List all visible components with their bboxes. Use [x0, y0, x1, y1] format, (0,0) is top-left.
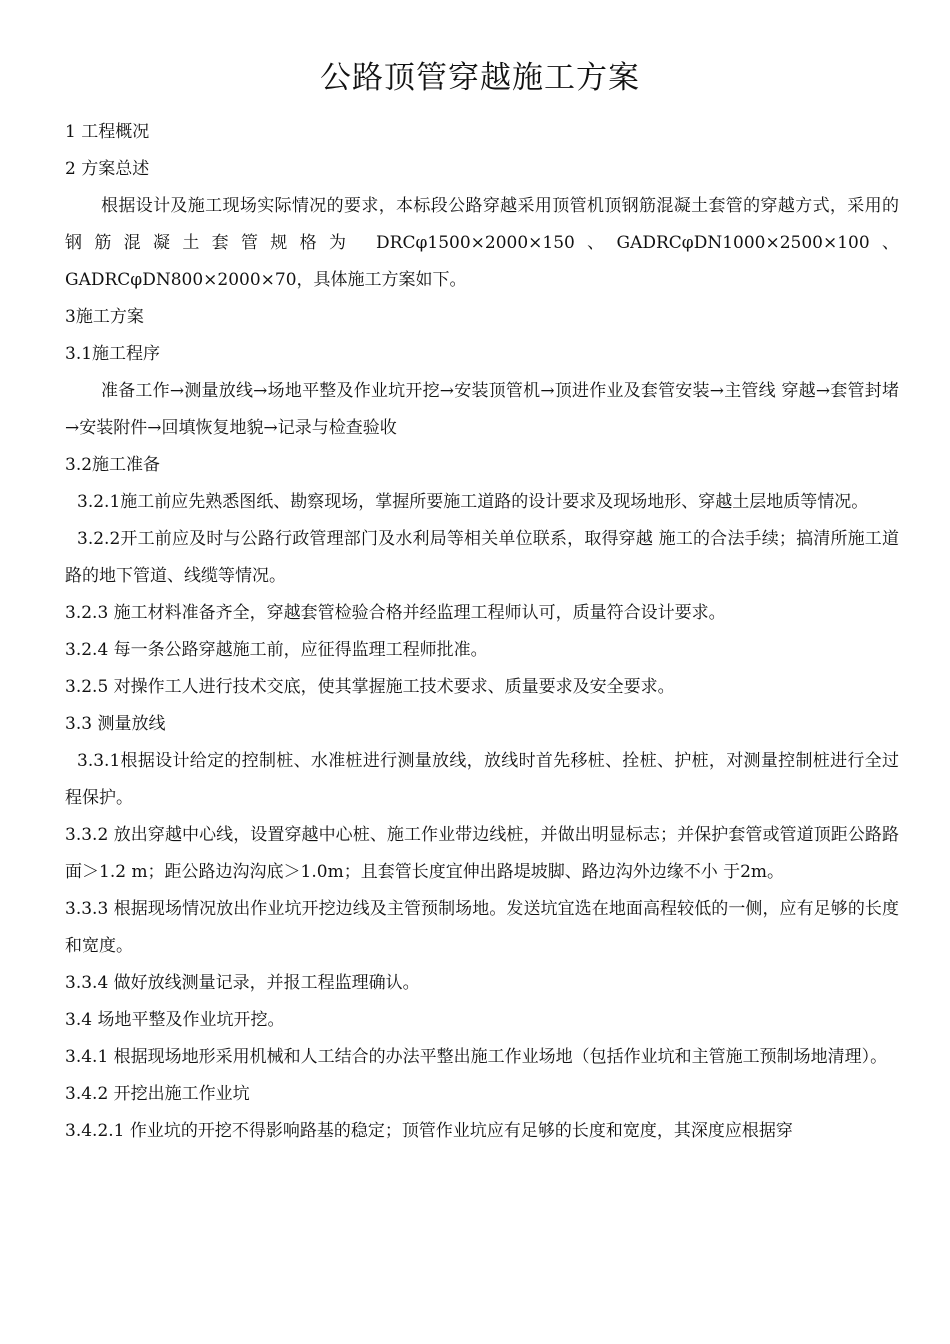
section-heading: 3施工方案	[65, 307, 144, 327]
subsection-heading: 3.2施工准备	[65, 455, 161, 475]
paragraph: 3.3.3 根据现场情况放出作业坑开挖边线及主管预制场地。发送坑宜选在地面高程较低的一侧，应有足够的长度和宽度。	[65, 899, 899, 956]
subsection-heading: 3.1施工程序	[65, 344, 161, 364]
subsection-heading: 3.4 场地平整及作业坑开挖。	[65, 1010, 285, 1030]
paragraph: 3.4.1 根据现场地形采用机械和人工结合的办法平整出施工作业场地（包括作业坑和主管施工预制场地清理）。	[65, 1047, 888, 1067]
document-body	[65, 114, 899, 1150]
paragraph: 3.3.4 做好放线测量记录，并报工程监理确认。	[65, 973, 420, 993]
subsection-heading: 3.3 测量放线	[65, 714, 166, 734]
section-heading: 2 方案总述	[65, 159, 150, 179]
document-title: 公路顶管穿越施工方案	[320, 60, 640, 96]
paragraph: 3.2.4 每一条公路穿越施工前，应征得监理工程师批准。	[65, 640, 488, 660]
paragraph: 根据设计及施工现场实际情况的要求，本标段公路穿越采用顶管机顶钢筋混凝土套管的穿越方式，采用的钢筋混凝土套管规格为 DRCφ1500×2000×150、GADRCφDN1000×2500×100、 GADRCφDN800×2000×70，具体施工方案如下。	[65, 196, 899, 290]
paragraph: 准备工作→测量放线→场地平整及作业坑开挖→安装顶管机→顶进作业及套管安装→主管线 穿越→套管封堵→安装附件→回填恢复地貌→记录与检查验收	[65, 381, 899, 438]
paragraph: 3.2.1施工前应先熟悉图纸、勘察现场，掌握所要施工道路的设计要求及现场地形、穿越土层地质等情况。	[77, 492, 869, 512]
paragraph: 3.2.3 施工材料准备齐全，穿越套管检验合格并经监理工程师认可，质量符合设计要求。	[65, 603, 726, 623]
paragraph: 3.2.2开工前应及时与公路行政管理部门及水利局等相关单位联系，取得穿越 施工的合法手续；搞清所施工道路的地下管道、线缆等情况。	[65, 529, 899, 586]
paragraph: 3.3.1根据设计给定的控制桩、水准桩进行测量放线，放线时首先移桩、拴桩、护桩，对测量控制桩进行全过程保护。	[65, 751, 899, 808]
paragraph: 3.2.5 对操作工人进行技术交底，使其掌握施工技术要求、质量要求及安全要求。	[65, 677, 675, 697]
paragraph: 3.3.2 放出穿越中心线，设置穿越中心桩、施工作业带边线桩，并做出明显标志；并保护套管或管道顶距公路路面＞1.2 m；距公路边沟沟底＞1.0m；且套管长度宜伸出路堤坡脚、路边沟外边缘不小 于2m。	[65, 825, 899, 882]
paragraph: 3.4.2.1 作业坑的开挖不得影响路基的稳定；顶管作业坑应有足够的长度和宽度，其深度应根据穿	[65, 1121, 793, 1141]
section-heading: 1 工程概况	[65, 122, 150, 142]
paragraph: 3.4.2 开挖出施工作业坑	[65, 1084, 250, 1104]
